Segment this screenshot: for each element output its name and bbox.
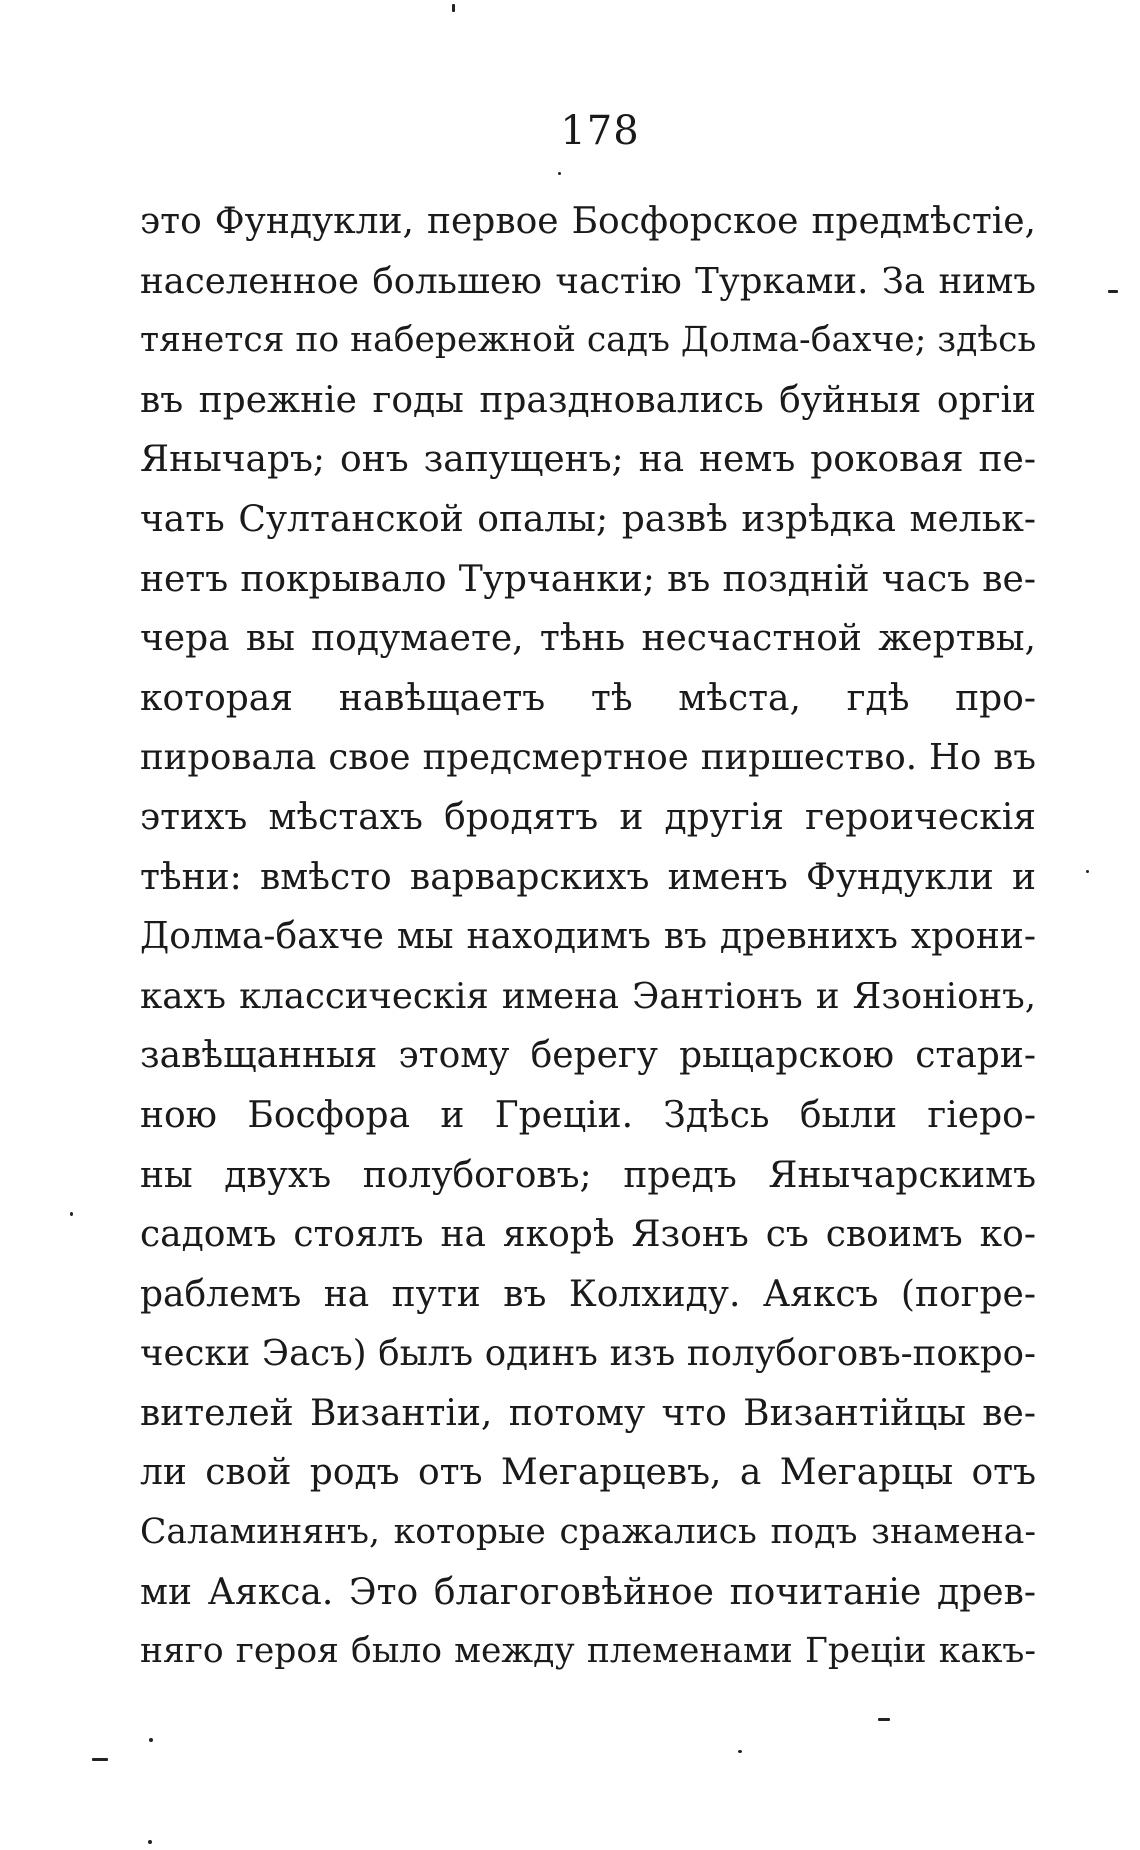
text-line: въ прежніе годы праздновались буйныя оргіи [140, 379, 1036, 421]
scan-speck [148, 1840, 152, 1844]
scan-speck [92, 1758, 108, 1761]
text-line: чера вы подумаете, тѣнь несчастной жертвы, [140, 618, 1036, 660]
text-line: тянется по набережной садъ Долма-бахче; здѣсь [140, 320, 1036, 361]
text-line: вителей Византіи, потому что Византійцы ве- [140, 1392, 1036, 1434]
text-line: ны двухъ полубоговъ; предъ Янычарскимъ [140, 1154, 1036, 1196]
text-line: чески Эасъ) былъ одинъ изъ полубоговъ-покро- [140, 1333, 1036, 1375]
text-line: Долма-бахче мы находимъ въ древнихъ хрони- [140, 916, 1036, 958]
scan-speck [70, 1212, 73, 1216]
text-line: тѣни: вмѣсто варварскихъ именъ Фундукли и [140, 856, 1036, 898]
text-line: Янычаръ; онъ запущенъ; на немъ роковая пе- [140, 439, 1036, 481]
scan-speck [738, 1750, 742, 1753]
page-number: 178 [560, 108, 640, 154]
text-line: кахъ классическія имена Эантіонъ и Язоніонъ, [140, 975, 1036, 1017]
text-line: Саламинянъ, которые сражались подъ знамена- [140, 1512, 1036, 1553]
scan-speck [452, 4, 455, 12]
text-line: которая навѣщаетъ тѣ мѣста, гдѣ про- [140, 677, 1036, 719]
scan-speck [878, 1718, 890, 1721]
scan-speck [149, 1738, 153, 1742]
scan-speck [1086, 870, 1089, 873]
scan-speck [558, 172, 561, 175]
text-line: раблемъ на пути въ Колхиду. Аяксъ (погре- [140, 1273, 1036, 1315]
text-line: ли свой родъ отъ Мегарцевъ, а Мегарцы отъ [140, 1452, 1036, 1494]
text-line: пировала свое предсмертное пиршество. Но въ [140, 737, 1036, 779]
text-line: населенное большею частію Турками. За нимъ [140, 260, 1036, 302]
text-line: этихъ мѣстахъ бродятъ и другія героическія [140, 796, 1036, 838]
text-line: нетъ покрывало Турчанки; въ поздній часъ ве- [140, 558, 1036, 600]
scan-speck [1108, 290, 1118, 293]
text-line: это Фундукли, первое Босфорское предмѣстіе, [140, 201, 1036, 242]
text-line: завѣщанныя этому берегу рыцарскою стари- [140, 1035, 1036, 1077]
text-line: ною Босфора и Греціи. Здѣсь были гіеро- [140, 1094, 1036, 1136]
text-line: садомъ стоялъ на якорѣ Язонъ съ своимъ ко- [140, 1214, 1036, 1256]
text-line: няго героя было между племенами Греціи какъ- [140, 1631, 1036, 1672]
text-line: чать Султанской опалы; развѣ изрѣдка мельк- [140, 498, 1036, 540]
text-line: ми Аякса. Это благоговѣйное почитаніе древ- [140, 1571, 1036, 1613]
body-text [140, 192, 1036, 1682]
